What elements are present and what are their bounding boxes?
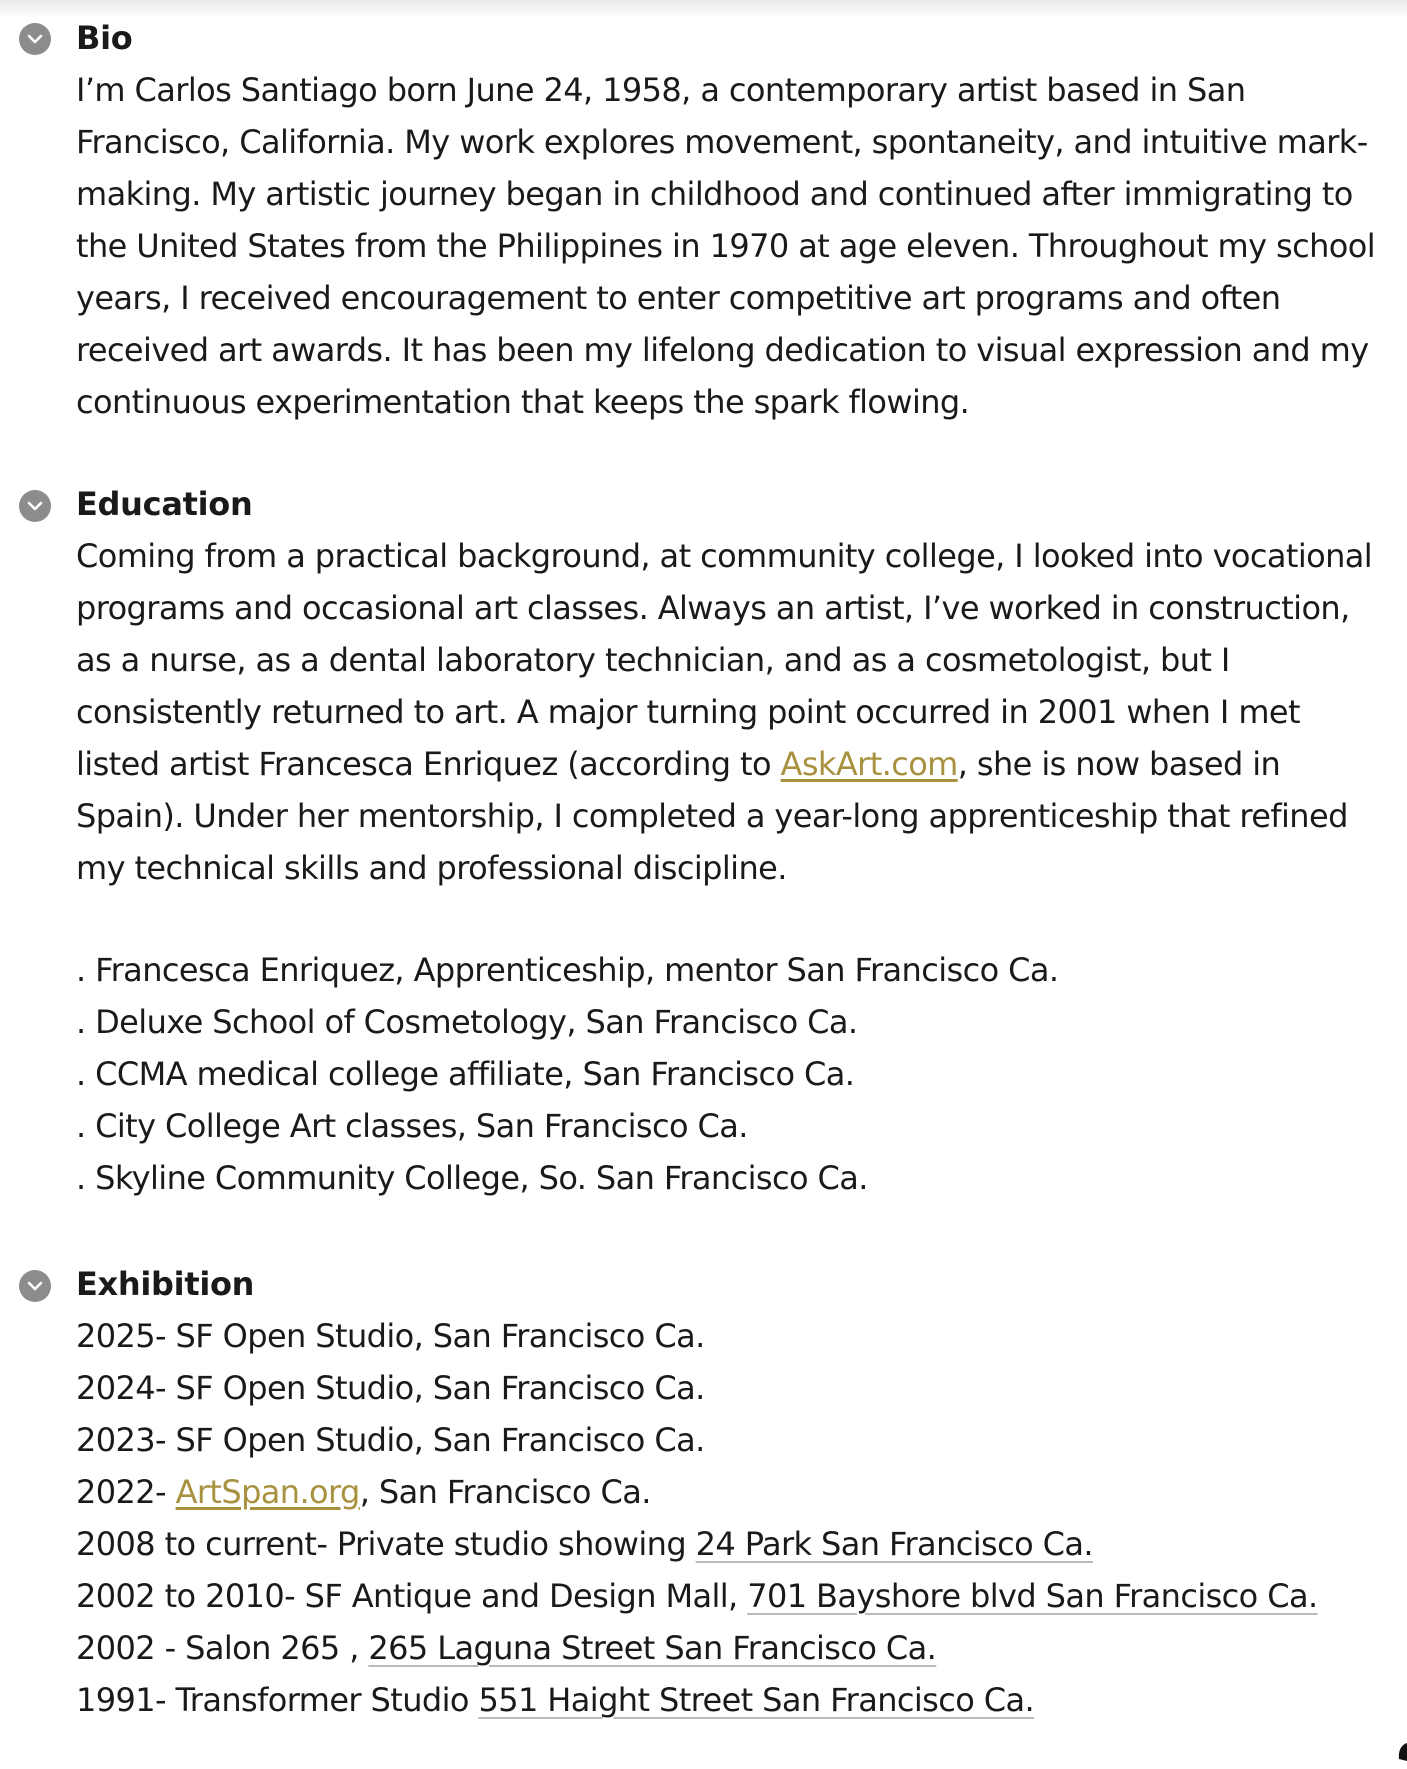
exhibition-text: 1991- Transformer Studio [76, 1681, 479, 1719]
bio-heading: Bio [76, 19, 133, 57]
exhibition-item [76, 1466, 1376, 1518]
education-list-item: . CCMA medical college affiliate, San Francisco Ca. [76, 1055, 855, 1093]
artspan-link[interactable]: ArtSpan.org [175, 1473, 360, 1511]
bio-line: years, I received encouragement to enter competitive art programs and often [76, 279, 1281, 317]
education-paragraph [76, 530, 1376, 894]
bio-line: I’m Carlos Santiago born June 24, 1958, a contemporary artist based in San [76, 71, 1246, 109]
exhibition-item [76, 1622, 1376, 1674]
education-heading: Education [76, 485, 253, 523]
exhibition-text: 2022- [76, 1473, 176, 1511]
address-link-551-haight[interactable]: 551 Haight Street San Francisco Ca. [478, 1681, 1035, 1719]
corner-scroll-mark-icon [1393, 1737, 1407, 1763]
bio-paragraph [76, 64, 1376, 428]
exhibition-item [76, 1570, 1376, 1622]
address-link-701-bayshore[interactable]: 701 Bayshore blvd San Francisco Ca. [747, 1577, 1318, 1615]
askart-link[interactable]: AskArt.com [780, 745, 958, 783]
address-link-24-park[interactable]: 24 Park San Francisco Ca. [695, 1525, 1093, 1563]
top-fade [0, 0, 1407, 18]
education-line: programs and occasional art classes. Always an artist, I’ve worked in construction, [76, 589, 1350, 627]
education-toggle-chevron-icon[interactable] [19, 490, 51, 522]
education-line: as a nurse, as a dental laboratory technician, and as a cosmetologist, but I [76, 641, 1230, 679]
education-text: listed artist Francesca Enriquez (according to [76, 745, 781, 783]
address-link-265-laguna[interactable]: 265 Laguna Street San Francisco Ca. [368, 1629, 937, 1667]
education-list [76, 944, 1376, 1204]
bio-line: continuous experimentation that keeps the spark flowing. [76, 383, 970, 421]
exhibition-text: 2002 - Salon 265 , [76, 1629, 369, 1667]
education-text: , she is now based in [957, 745, 1281, 783]
exhibition-heading: Exhibition [76, 1265, 255, 1303]
education-line-with-link [76, 738, 1376, 790]
education-line: my technical skills and professional discipline. [76, 849, 787, 887]
exhibition-text: , San Francisco Ca. [359, 1473, 651, 1511]
education-list-item: . Deluxe School of Cosmetology, San Francisco Ca. [76, 1003, 858, 1041]
exhibition-item: 2024- SF Open Studio, San Francisco Ca. [76, 1369, 705, 1407]
education-line: consistently returned to art. A major turning point occurred in 2001 when I met [76, 693, 1300, 731]
education-list-item: . Francesca Enriquez, Apprenticeship, mentor San Francisco Ca. [76, 951, 1059, 989]
education-line: Coming from a practical background, at community college, I looked into vocational [76, 537, 1373, 575]
education-line: Spain). Under her mentorship, I completed a year-long apprenticeship that refined [76, 797, 1348, 835]
exhibition-item [76, 1674, 1376, 1726]
bio-line: the United States from the Philippines in 1970 at age eleven. Throughout my school [76, 227, 1376, 265]
bio-toggle-chevron-icon[interactable] [19, 23, 51, 55]
education-list-item: . Skyline Community College, So. San Francisco Ca. [76, 1159, 868, 1197]
education-list-item: . City College Art classes, San Francisco Ca. [76, 1107, 748, 1145]
exhibition-text: 2002 to 2010- SF Antique and Design Mall, [76, 1577, 748, 1615]
exhibition-item [76, 1518, 1376, 1570]
exhibition-text: 2008 to current- Private studio showing [76, 1525, 696, 1563]
bio-line: Francisco, California. My work explores movement, spontaneity, and intuitive mark- [76, 123, 1368, 161]
bio-line: making. My artistic journey began in childhood and continued after immigrating to [76, 175, 1353, 213]
exhibition-toggle-chevron-icon[interactable] [19, 1270, 51, 1302]
exhibition-item: 2025- SF Open Studio, San Francisco Ca. [76, 1317, 705, 1355]
exhibition-item: 2023- SF Open Studio, San Francisco Ca. [76, 1421, 705, 1459]
bio-line: received art awards. It has been my lifelong dedication to visual expression and my [76, 331, 1369, 369]
exhibition-list [76, 1310, 1376, 1726]
